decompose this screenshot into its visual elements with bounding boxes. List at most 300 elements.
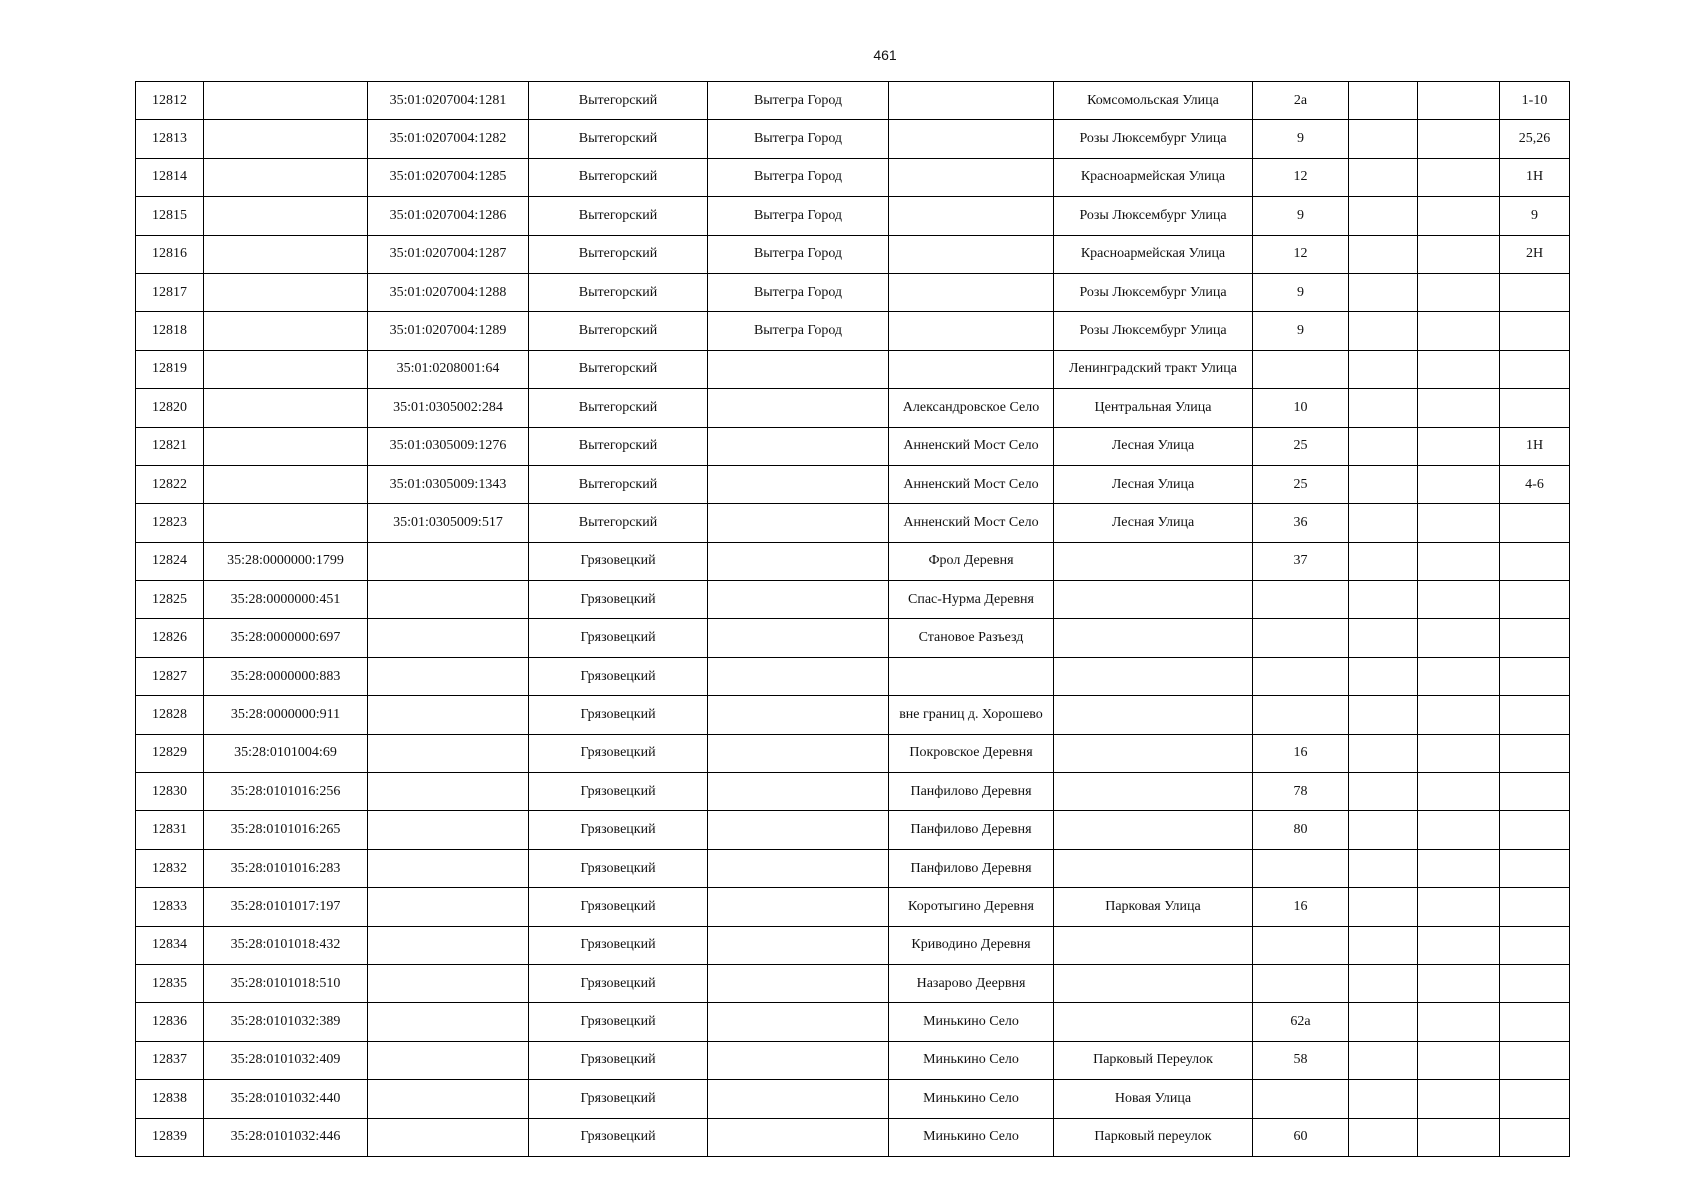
settlement-cell: Панфилово Деревня	[889, 773, 1054, 811]
street-cell: Парковая Улица	[1054, 888, 1253, 926]
building-cell	[1349, 811, 1418, 849]
street-cell	[1054, 619, 1253, 657]
building-cell	[1349, 734, 1418, 772]
building-cell	[1349, 581, 1418, 619]
structure-cell	[1418, 734, 1500, 772]
district-cell: Грязовецкий	[529, 773, 708, 811]
apartment-cell: 1Н	[1500, 427, 1570, 465]
table-row	[136, 811, 1570, 849]
cadastral-number-cell	[204, 389, 368, 427]
building-cell	[1349, 964, 1418, 1002]
structure-cell	[1418, 888, 1500, 926]
cadastral-number-2-cell	[368, 1118, 529, 1156]
house-cell: 80	[1253, 811, 1349, 849]
structure-cell	[1418, 82, 1500, 120]
street-cell	[1054, 581, 1253, 619]
district-cell: Вытегорский	[529, 158, 708, 196]
apartment-cell: 2Н	[1500, 235, 1570, 273]
district-cell: Грязовецкий	[529, 1003, 708, 1041]
district-cell: Грязовецкий	[529, 964, 708, 1002]
row-number-cell: 12834	[136, 926, 204, 964]
street-cell: Новая Улица	[1054, 1080, 1253, 1118]
table-row	[136, 1118, 1570, 1156]
apartment-cell	[1500, 504, 1570, 542]
settlement-cell: вне границ д. Хорошево	[889, 696, 1054, 734]
structure-cell	[1418, 849, 1500, 887]
row-number-cell: 12813	[136, 120, 204, 158]
structure-cell	[1418, 619, 1500, 657]
table-row	[136, 888, 1570, 926]
house-cell	[1253, 926, 1349, 964]
apartment-cell: 9	[1500, 197, 1570, 235]
city-cell	[708, 734, 889, 772]
house-cell: 9	[1253, 312, 1349, 350]
house-cell: 60	[1253, 1118, 1349, 1156]
apartment-cell	[1500, 1118, 1570, 1156]
cadastral-number-2-cell	[368, 581, 529, 619]
city-cell	[708, 1080, 889, 1118]
city-cell	[708, 1003, 889, 1041]
street-cell: Центральная Улица	[1054, 389, 1253, 427]
district-cell: Вытегорский	[529, 273, 708, 311]
row-number-cell: 12815	[136, 197, 204, 235]
structure-cell	[1418, 657, 1500, 695]
structure-cell	[1418, 581, 1500, 619]
cadastral-number-cell: 35:28:0000000:451	[204, 581, 368, 619]
district-cell: Вытегорский	[529, 120, 708, 158]
settlement-cell: Александровское Село	[889, 389, 1054, 427]
city-cell	[708, 773, 889, 811]
table-row	[136, 849, 1570, 887]
cadastral-number-2-cell	[368, 773, 529, 811]
cadastral-number-2-cell: 35:01:0305002:284	[368, 389, 529, 427]
cadastral-number-2-cell	[368, 1080, 529, 1118]
cadastral-number-cell: 35:28:0101032:409	[204, 1041, 368, 1079]
city-cell	[708, 811, 889, 849]
row-number-cell: 12824	[136, 542, 204, 580]
district-cell: Грязовецкий	[529, 696, 708, 734]
apartment-cell	[1500, 773, 1570, 811]
apartment-cell	[1500, 1041, 1570, 1079]
settlement-cell	[889, 197, 1054, 235]
city-cell	[708, 504, 889, 542]
apartment-cell	[1500, 964, 1570, 1002]
row-number-cell: 12825	[136, 581, 204, 619]
district-cell: Грязовецкий	[529, 1041, 708, 1079]
apartment-cell: 4-6	[1500, 465, 1570, 503]
building-cell	[1349, 120, 1418, 158]
row-number-cell: 12838	[136, 1080, 204, 1118]
cadastral-number-2-cell	[368, 926, 529, 964]
house-cell	[1253, 657, 1349, 695]
settlement-cell	[889, 312, 1054, 350]
building-cell	[1349, 1003, 1418, 1041]
structure-cell	[1418, 773, 1500, 811]
settlement-cell: Минькино Село	[889, 1041, 1054, 1079]
structure-cell	[1418, 120, 1500, 158]
structure-cell	[1418, 542, 1500, 580]
district-cell: Грязовецкий	[529, 657, 708, 695]
street-cell: Лесная Улица	[1054, 427, 1253, 465]
table-row	[136, 773, 1570, 811]
street-cell	[1054, 657, 1253, 695]
city-cell: Вытегра Город	[708, 120, 889, 158]
city-cell	[708, 1118, 889, 1156]
cadastral-number-cell	[204, 504, 368, 542]
district-cell: Грязовецкий	[529, 888, 708, 926]
row-number-cell: 12830	[136, 773, 204, 811]
row-number-cell: 12821	[136, 427, 204, 465]
house-cell	[1253, 849, 1349, 887]
row-number-cell: 12823	[136, 504, 204, 542]
cadastral-number-2-cell: 35:01:0208001:64	[368, 350, 529, 388]
cadastral-number-cell	[204, 235, 368, 273]
street-cell	[1054, 811, 1253, 849]
settlement-cell	[889, 657, 1054, 695]
apartment-cell	[1500, 581, 1570, 619]
structure-cell	[1418, 158, 1500, 196]
building-cell	[1349, 773, 1418, 811]
building-cell	[1349, 926, 1418, 964]
table-row	[136, 389, 1570, 427]
apartment-cell: 1Н	[1500, 158, 1570, 196]
row-number-cell: 12832	[136, 849, 204, 887]
cadastral-number-cell	[204, 465, 368, 503]
street-cell: Комсомольская Улица	[1054, 82, 1253, 120]
cadastral-number-2-cell	[368, 888, 529, 926]
structure-cell	[1418, 1080, 1500, 1118]
row-number-cell: 12820	[136, 389, 204, 427]
settlement-cell: Спас-Нурма Деревня	[889, 581, 1054, 619]
building-cell	[1349, 235, 1418, 273]
cadastral-number-2-cell: 35:01:0207004:1286	[368, 197, 529, 235]
row-number-cell: 12831	[136, 811, 204, 849]
cadastral-number-2-cell: 35:01:0207004:1288	[368, 273, 529, 311]
cadastral-number-2-cell: 35:01:0207004:1285	[368, 158, 529, 196]
settlement-cell: Минькино Село	[889, 1080, 1054, 1118]
cadastral-number-cell	[204, 350, 368, 388]
building-cell	[1349, 657, 1418, 695]
district-cell: Грязовецкий	[529, 542, 708, 580]
street-cell: Розы Люксембург Улица	[1054, 273, 1253, 311]
district-cell: Вытегорский	[529, 350, 708, 388]
cadastral-number-2-cell	[368, 811, 529, 849]
cadastral-number-cell: 35:28:0101032:440	[204, 1080, 368, 1118]
cadastral-number-2-cell	[368, 1003, 529, 1041]
house-cell: 12	[1253, 158, 1349, 196]
table-row	[136, 350, 1570, 388]
structure-cell	[1418, 235, 1500, 273]
row-number-cell: 12835	[136, 964, 204, 1002]
structure-cell	[1418, 273, 1500, 311]
house-cell	[1253, 581, 1349, 619]
city-cell	[708, 465, 889, 503]
street-cell	[1054, 964, 1253, 1002]
district-cell: Вытегорский	[529, 82, 708, 120]
district-cell: Вытегорский	[529, 427, 708, 465]
cadastral-number-cell: 35:28:0101017:197	[204, 888, 368, 926]
cadastral-number-cell: 35:28:0101032:389	[204, 1003, 368, 1041]
cadastral-number-cell	[204, 312, 368, 350]
structure-cell	[1418, 926, 1500, 964]
apartment-cell: 1-10	[1500, 82, 1570, 120]
cadastral-number-cell: 35:28:0101016:265	[204, 811, 368, 849]
table-row	[136, 312, 1570, 350]
registry-table	[135, 81, 1570, 1157]
table-row	[136, 926, 1570, 964]
table-row	[136, 197, 1570, 235]
house-cell	[1253, 619, 1349, 657]
cadastral-number-cell: 35:28:0101004:69	[204, 734, 368, 772]
cadastral-number-2-cell	[368, 542, 529, 580]
settlement-cell: Панфилово Деревня	[889, 811, 1054, 849]
cadastral-number-2-cell	[368, 849, 529, 887]
cadastral-number-cell: 35:28:0000000:1799	[204, 542, 368, 580]
cadastral-number-cell	[204, 120, 368, 158]
district-cell: Грязовецкий	[529, 1118, 708, 1156]
row-number-cell: 12827	[136, 657, 204, 695]
cadastral-number-2-cell: 35:01:0207004:1281	[368, 82, 529, 120]
district-cell: Грязовецкий	[529, 581, 708, 619]
house-cell: 16	[1253, 888, 1349, 926]
house-cell	[1253, 350, 1349, 388]
city-cell	[708, 696, 889, 734]
apartment-cell: 25,26	[1500, 120, 1570, 158]
cadastral-number-2-cell: 35:01:0207004:1282	[368, 120, 529, 158]
settlement-cell: Анненский Мост Село	[889, 465, 1054, 503]
structure-cell	[1418, 1003, 1500, 1041]
apartment-cell	[1500, 734, 1570, 772]
house-cell: 37	[1253, 542, 1349, 580]
building-cell	[1349, 427, 1418, 465]
house-cell: 9	[1253, 120, 1349, 158]
street-cell: Красноармейская Улица	[1054, 158, 1253, 196]
district-cell: Вытегорский	[529, 235, 708, 273]
street-cell: Розы Люксембург Улица	[1054, 120, 1253, 158]
street-cell: Ленинградский тракт Улица	[1054, 350, 1253, 388]
building-cell	[1349, 1041, 1418, 1079]
cadastral-number-2-cell	[368, 696, 529, 734]
city-cell: Вытегра Город	[708, 197, 889, 235]
apartment-cell	[1500, 696, 1570, 734]
cadastral-number-2-cell: 35:01:0207004:1289	[368, 312, 529, 350]
table-row	[136, 504, 1570, 542]
street-cell	[1054, 1003, 1253, 1041]
row-number-cell: 12819	[136, 350, 204, 388]
structure-cell	[1418, 465, 1500, 503]
table-row	[136, 1080, 1570, 1118]
cadastral-number-2-cell	[368, 1041, 529, 1079]
house-cell: 36	[1253, 504, 1349, 542]
settlement-cell: Покровское Деревня	[889, 734, 1054, 772]
row-number-cell: 12817	[136, 273, 204, 311]
house-cell: 25	[1253, 465, 1349, 503]
settlement-cell	[889, 120, 1054, 158]
settlement-cell: Анненский Мост Село	[889, 504, 1054, 542]
district-cell: Грязовецкий	[529, 1080, 708, 1118]
structure-cell	[1418, 389, 1500, 427]
district-cell: Грязовецкий	[529, 849, 708, 887]
table-row	[136, 964, 1570, 1002]
house-cell: 16	[1253, 734, 1349, 772]
settlement-cell: Минькино Село	[889, 1003, 1054, 1041]
house-cell: 9	[1253, 273, 1349, 311]
settlement-cell: Становое Разъезд	[889, 619, 1054, 657]
street-cell	[1054, 542, 1253, 580]
city-cell: Вытегра Город	[708, 158, 889, 196]
house-cell	[1253, 1080, 1349, 1118]
structure-cell	[1418, 312, 1500, 350]
settlement-cell	[889, 350, 1054, 388]
building-cell	[1349, 849, 1418, 887]
building-cell	[1349, 465, 1418, 503]
street-cell	[1054, 849, 1253, 887]
house-cell	[1253, 964, 1349, 1002]
table-row	[136, 696, 1570, 734]
city-cell	[708, 657, 889, 695]
table-row	[136, 1003, 1570, 1041]
settlement-cell: Минькино Село	[889, 1118, 1054, 1156]
city-cell	[708, 389, 889, 427]
building-cell	[1349, 696, 1418, 734]
table-row	[136, 235, 1570, 273]
district-cell: Грязовецкий	[529, 619, 708, 657]
row-number-cell: 12822	[136, 465, 204, 503]
building-cell	[1349, 619, 1418, 657]
settlement-cell: Панфилово Деревня	[889, 849, 1054, 887]
settlement-cell	[889, 235, 1054, 273]
table-row	[136, 82, 1570, 120]
cadastral-number-cell	[204, 158, 368, 196]
cadastral-number-2-cell	[368, 619, 529, 657]
district-cell: Вытегорский	[529, 465, 708, 503]
cadastral-number-cell: 35:28:0000000:911	[204, 696, 368, 734]
building-cell	[1349, 1080, 1418, 1118]
apartment-cell	[1500, 273, 1570, 311]
city-cell	[708, 926, 889, 964]
city-cell: Вытегра Город	[708, 235, 889, 273]
district-cell: Вытегорский	[529, 312, 708, 350]
settlement-cell: Анненский Мост Село	[889, 427, 1054, 465]
row-number-cell: 12833	[136, 888, 204, 926]
cadastral-number-cell	[204, 197, 368, 235]
apartment-cell	[1500, 619, 1570, 657]
street-cell	[1054, 734, 1253, 772]
row-number-cell: 12812	[136, 82, 204, 120]
cadastral-number-cell	[204, 82, 368, 120]
row-number-cell: 12814	[136, 158, 204, 196]
city-cell	[708, 849, 889, 887]
table-row	[136, 120, 1570, 158]
cadastral-number-cell	[204, 273, 368, 311]
row-number-cell: 12836	[136, 1003, 204, 1041]
cadastral-number-cell: 35:28:0000000:883	[204, 657, 368, 695]
structure-cell	[1418, 504, 1500, 542]
cadastral-number-2-cell: 35:01:0305009:1276	[368, 427, 529, 465]
cadastral-number-cell: 35:28:0101032:446	[204, 1118, 368, 1156]
settlement-cell: Назарово Деервня	[889, 964, 1054, 1002]
city-cell	[708, 888, 889, 926]
structure-cell	[1418, 1041, 1500, 1079]
table-row	[136, 273, 1570, 311]
district-cell: Грязовецкий	[529, 926, 708, 964]
settlement-cell: Коротыгино Деревня	[889, 888, 1054, 926]
house-cell: 25	[1253, 427, 1349, 465]
street-cell	[1054, 696, 1253, 734]
cadastral-number-2-cell: 35:01:0305009:1343	[368, 465, 529, 503]
settlement-cell	[889, 82, 1054, 120]
street-cell	[1054, 773, 1253, 811]
apartment-cell	[1500, 926, 1570, 964]
table-row	[136, 427, 1570, 465]
apartment-cell	[1500, 389, 1570, 427]
building-cell	[1349, 1118, 1418, 1156]
apartment-cell	[1500, 1080, 1570, 1118]
building-cell	[1349, 158, 1418, 196]
table-row	[136, 734, 1570, 772]
street-cell	[1054, 926, 1253, 964]
settlement-cell	[889, 273, 1054, 311]
cadastral-number-cell: 35:28:0101018:510	[204, 964, 368, 1002]
building-cell	[1349, 82, 1418, 120]
street-cell: Розы Люксембург Улица	[1054, 197, 1253, 235]
city-cell	[708, 1041, 889, 1079]
apartment-cell	[1500, 542, 1570, 580]
cadastral-number-cell: 35:28:0000000:697	[204, 619, 368, 657]
city-cell	[708, 542, 889, 580]
city-cell: Вытегра Город	[708, 82, 889, 120]
row-number-cell: 12837	[136, 1041, 204, 1079]
apartment-cell	[1500, 849, 1570, 887]
table-row	[136, 1041, 1570, 1079]
city-cell: Вытегра Город	[708, 312, 889, 350]
city-cell: Вытегра Город	[708, 273, 889, 311]
house-cell: 2а	[1253, 82, 1349, 120]
cadastral-number-2-cell	[368, 964, 529, 1002]
city-cell	[708, 581, 889, 619]
district-cell: Вытегорский	[529, 504, 708, 542]
page-number: 461	[873, 47, 897, 63]
city-cell	[708, 964, 889, 1002]
street-cell: Лесная Улица	[1054, 465, 1253, 503]
structure-cell	[1418, 811, 1500, 849]
apartment-cell	[1500, 350, 1570, 388]
apartment-cell	[1500, 1003, 1570, 1041]
row-number-cell: 12839	[136, 1118, 204, 1156]
table-row	[136, 158, 1570, 196]
house-cell: 62а	[1253, 1003, 1349, 1041]
house-cell: 78	[1253, 773, 1349, 811]
apartment-cell	[1500, 312, 1570, 350]
row-number-cell: 12829	[136, 734, 204, 772]
cadastral-number-2-cell: 35:01:0305009:517	[368, 504, 529, 542]
cadastral-number-2-cell: 35:01:0207004:1287	[368, 235, 529, 273]
table-row	[136, 465, 1570, 503]
building-cell	[1349, 350, 1418, 388]
house-cell: 9	[1253, 197, 1349, 235]
building-cell	[1349, 542, 1418, 580]
cadastral-number-2-cell	[368, 734, 529, 772]
settlement-cell: Фрол Деревня	[889, 542, 1054, 580]
house-cell: 10	[1253, 389, 1349, 427]
cadastral-number-cell	[204, 427, 368, 465]
cadastral-number-cell: 35:28:0101016:283	[204, 849, 368, 887]
table-row	[136, 619, 1570, 657]
house-cell: 58	[1253, 1041, 1349, 1079]
apartment-cell	[1500, 657, 1570, 695]
street-cell: Парковый переулок	[1054, 1118, 1253, 1156]
settlement-cell: Криводино Деревня	[889, 926, 1054, 964]
